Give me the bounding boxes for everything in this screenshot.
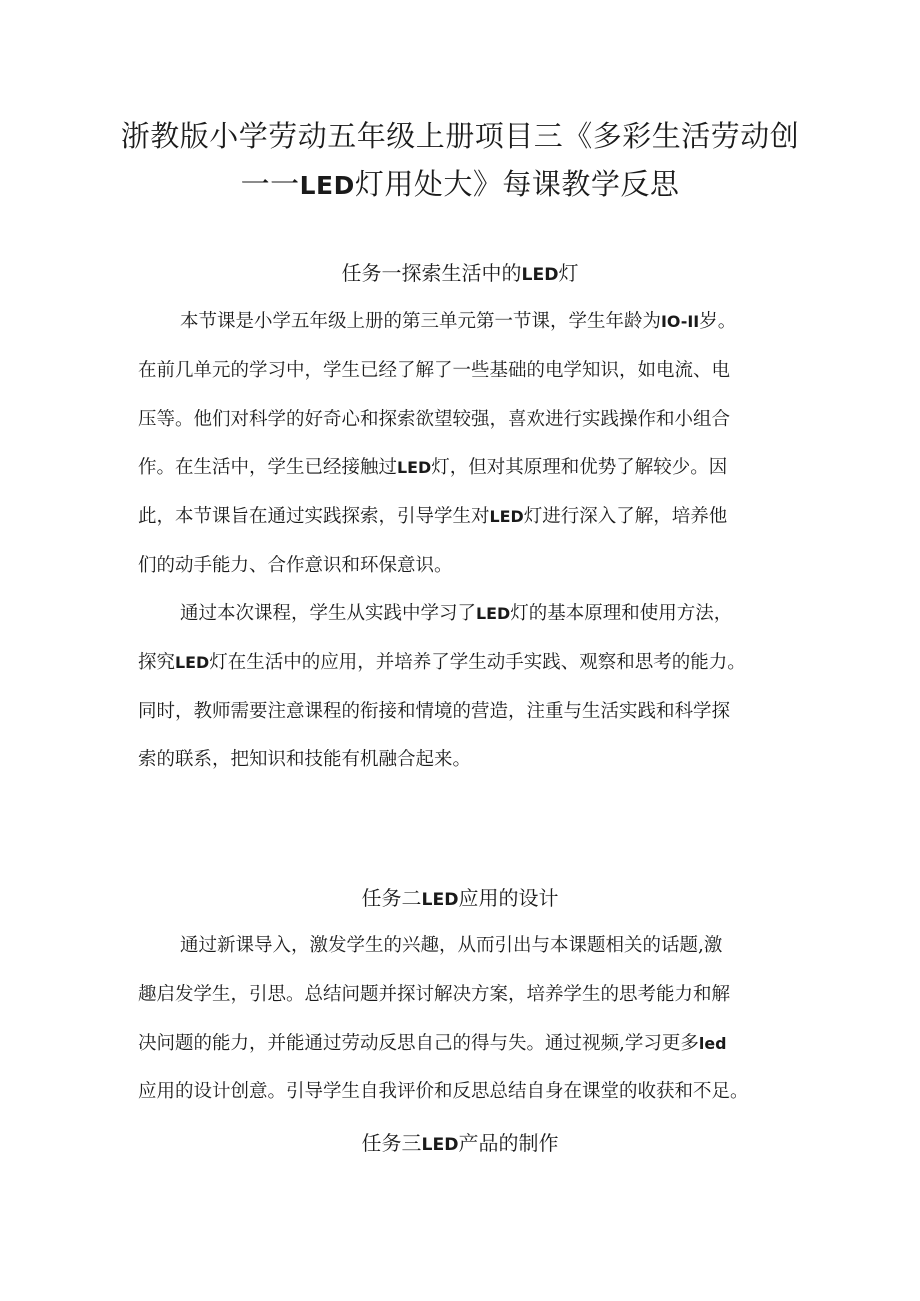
section-3-heading: 任务三LED产品的制作: [361, 1131, 559, 1155]
paragraph-line: 应用的设计创意。引导学生自我评价和反思总结自身在课堂的收获和不足。: [138, 1081, 749, 1103]
paragraph-line: 们的动手能力、合作意识和环保意识。: [138, 554, 453, 576]
section-2-paragraph-1: [138, 922, 788, 1117]
paragraph-line: 同时，教师需要注意课程的衔接和情境的营造，注重与生活实践和科学探: [138, 700, 731, 722]
section-1-heading: 任务一探索生活中的LED灯: [341, 261, 579, 285]
section-2-heading: 任务二LED应用的设计: [361, 886, 559, 910]
paragraph-line: 压等。他们对科学的好奇心和探索欲望较强，喜欢进行实践操作和小组合: [138, 408, 731, 430]
title-line-2: 一一LED灯用处大》每课教学反思: [240, 167, 680, 201]
title-line-1: 浙教版小学劳动五年级上册项目三《多彩生活劳动创: [120, 119, 800, 153]
paragraph-line: 本节课是小学五年级上册的第三单元第一节课，学生年龄为IO-II岁。: [180, 311, 737, 332]
paragraph-line: 在前几单元的学习中，学生已经了解了一些基础的电学知识，如电流、电: [138, 359, 731, 381]
paragraph-line: 决问题的能力，并能通过劳动反思自己的得与失。通过视频,学习更多led: [138, 1032, 727, 1054]
section-1-paragraph-2: [138, 590, 788, 785]
document-title: [110, 112, 810, 210]
paragraph-line: 索的联系，把知识和技能有机融合起来。: [138, 749, 472, 771]
paragraph-line: 趣启发学生，引思。总结问题并探讨解决方案，培养学生的思考能力和解: [138, 983, 731, 1005]
paragraph-line: 通过新课导入，激发学生的兴趣，从而引出与本课题相关的话题,激: [180, 935, 723, 956]
paragraph-line: 此，本节课旨在通过实践探索，引导学生对LED灯进行深入了解，培养他: [138, 506, 728, 528]
paragraph-line: 通过本次课程，学生从实践中学习了LED灯的基本原理和使用方法，: [180, 603, 733, 624]
paragraph-line: 探究LED灯在生活中的应用，并培养了学生动手实践、观察和思考的能力。: [138, 651, 746, 673]
section-1-paragraph-1: [138, 298, 788, 591]
paragraph-line: 作。在生活中，学生已经接触过LED灯，但对其原理和优势了解较少。因: [138, 457, 728, 479]
